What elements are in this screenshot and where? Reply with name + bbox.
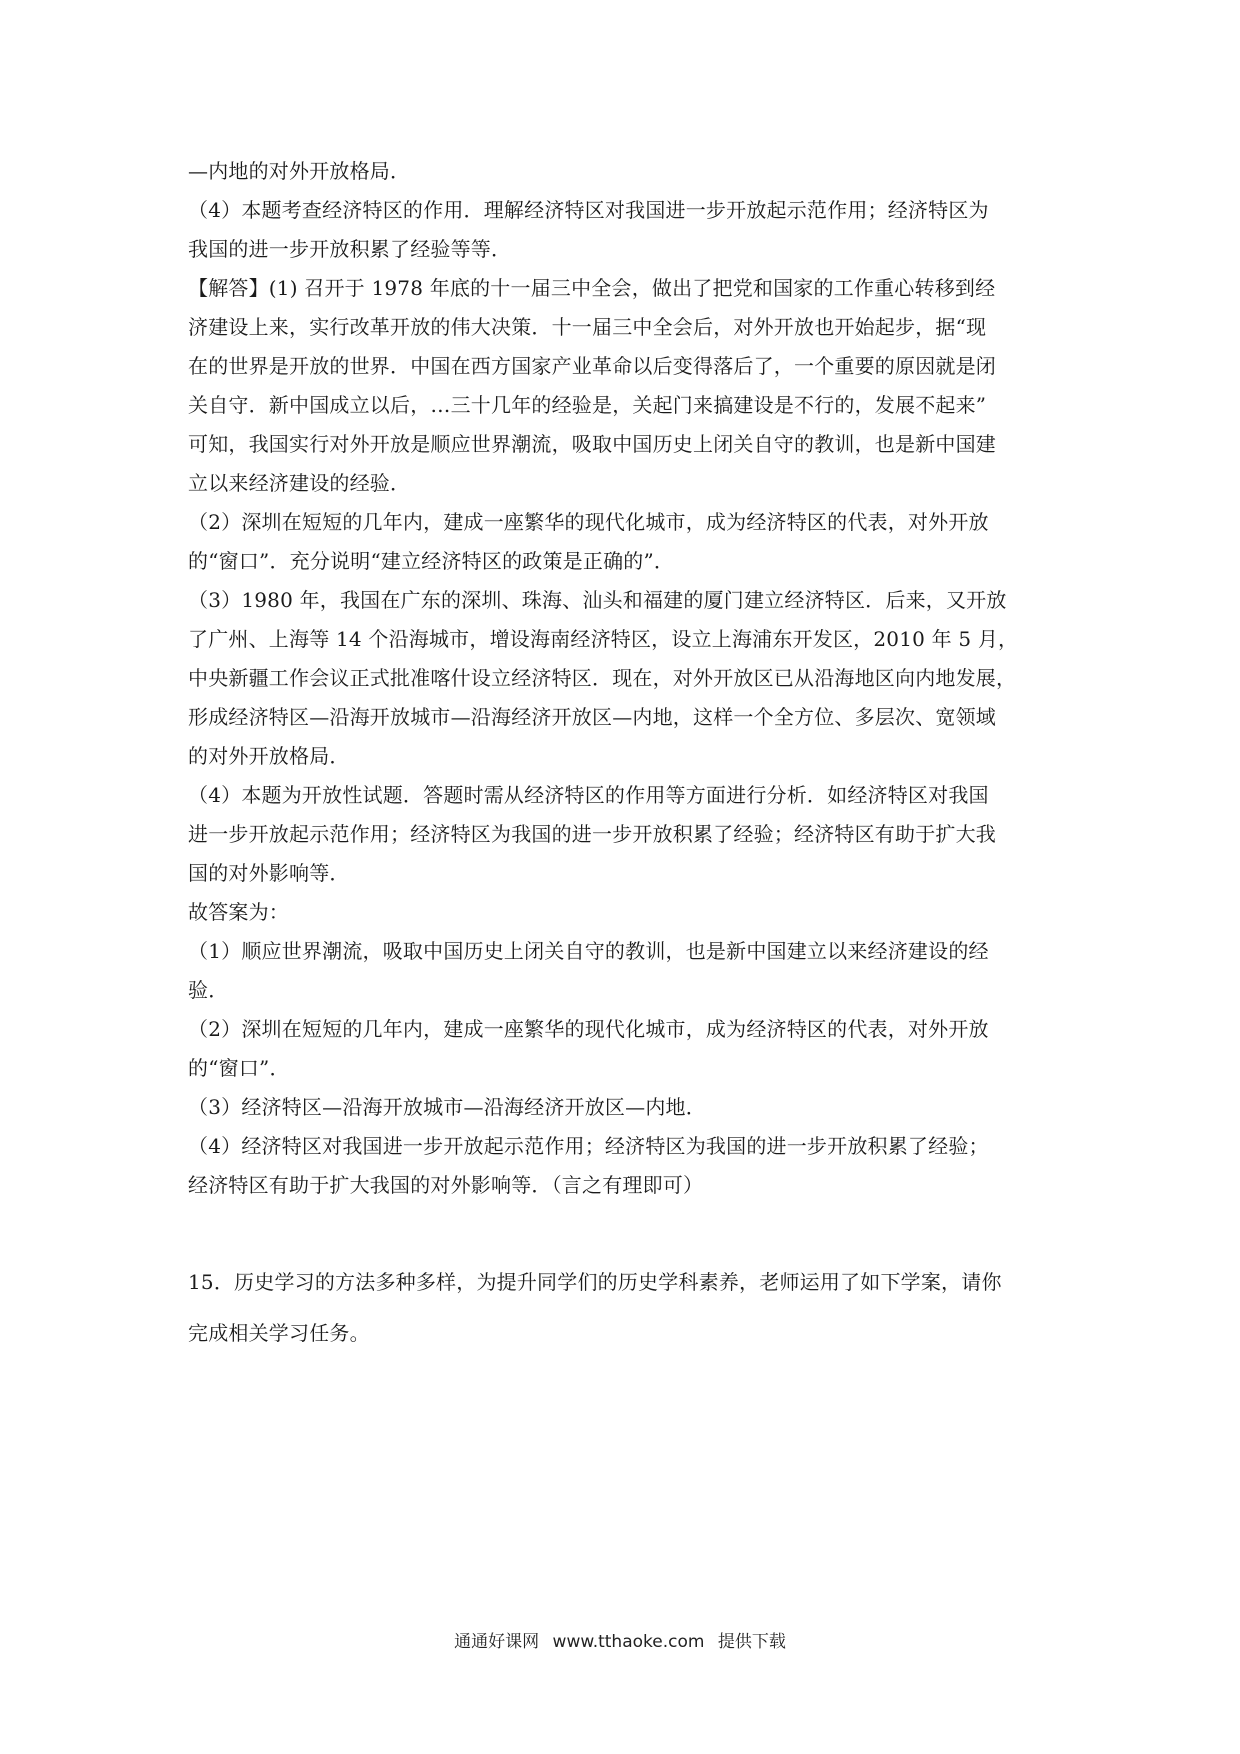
- text-line: （3）经济特区—沿海开放城市—沿海经济开放区—内地．: [188, 1095, 706, 1119]
- text-line: —内地的对外开放格局．: [188, 159, 411, 183]
- footer-site-name: 通通好课网: [454, 1632, 540, 1652]
- footer-suffix: 提供下载: [717, 1632, 786, 1652]
- text-line: （4）本题为开放性试题．答题时需从经济特区的作用等方面进行分析．如经济特区对我国: [188, 783, 989, 807]
- analysis-tail: [188, 152, 1058, 269]
- text-line: 15．历史学习的方法多种多样，为提升同学们的历史学科素养，老师运用了如下学案，请你: [188, 1270, 1002, 1294]
- text-line: 【解答】(1) 召开于 1978 年底的十一届三中全会，做出了把党和国家的工作重心转移到经: [188, 276, 996, 300]
- text-line: 国的对外影响等．: [188, 861, 350, 885]
- page-footer: [0, 1627, 1240, 1652]
- text-line: （4）本题考查经济特区的作用．理解经济特区对我国进一步开放起示范作用；经济特区为: [188, 198, 989, 222]
- text-line: 形成经济特区—沿海开放城市—沿海经济开放区—内地，这样一个全方位、多层次、宽领域: [188, 705, 996, 729]
- text-line: 立以来经济建设的经验．: [188, 471, 411, 495]
- text-line: 关自守．新中国成立以后，…三十几年的经验是，关起门来搞建设是不行的，发展不起来”: [188, 393, 987, 417]
- text-line: 可知，我国实行对外开放是顺应世界潮流，吸取中国历史上闭关自守的教训，也是新中国建: [188, 432, 996, 456]
- text-line: 进一步开放起示范作用；经济特区为我国的进一步开放积累了经验；经济特区有助于扩大我: [188, 822, 996, 846]
- text-line: （2）深圳在短短的几年内，建成一座繁华的现代化城市，成为经济特区的代表，对外开放: [188, 1017, 989, 1041]
- footer-url: www.tthaoke.com: [552, 1632, 705, 1652]
- page-content: [188, 152, 1058, 1359]
- text-line: 完成相关学习任务。: [188, 1321, 370, 1345]
- text-line: 故答案为：: [188, 900, 289, 924]
- text-line: （4）经济特区对我国进一步开放起示范作用；经济特区为我国的进一步开放积累了经验；: [188, 1134, 989, 1158]
- text-line: 在的世界是开放的世界．中国在西方国家产业革命以后变得落后了，一个重要的原因就是闭: [188, 354, 996, 378]
- section-gap: [188, 1205, 1058, 1257]
- text-line: （1）顺应世界潮流，吸取中国历史上闭关自守的教训，也是新中国建立以来经济建设的经: [188, 939, 989, 963]
- text-line: （3）1980 年，我国在广东的深圳、珠海、汕头和福建的厦门建立经济特区．后来，又开放: [188, 588, 1007, 612]
- answer-section: [188, 269, 1058, 1205]
- text-line: （2）深圳在短短的几年内，建成一座繁华的现代化城市，成为经济特区的代表，对外开放: [188, 510, 989, 534]
- text-line: 了广州、上海等 14 个沿海城市，增设海南经济特区，设立上海浦东开发区，2010 年 5 月，: [188, 627, 1019, 651]
- question-15: [188, 1257, 1058, 1359]
- text-line: 经济特区有助于扩大我国的对外影响等．（言之有理即可）: [188, 1173, 704, 1197]
- text-line: 中央新疆工作会议正式批准喀什设立经济特区．现在，对外开放区已从沿海地区向内地发展，: [188, 666, 1017, 690]
- text-line: 我国的进一步开放积累了经验等等．: [188, 237, 512, 261]
- text-line: 的“窗口”．: [188, 1056, 290, 1080]
- text-line: 的“窗口”．充分说明“建立经济特区的政策是正确的”．: [188, 549, 675, 573]
- text-line: 的对外开放格局．: [188, 744, 350, 768]
- text-line: 济建设上来，实行改革开放的伟大决策．十一届三中全会后，对外开放也开始起步，据“现: [188, 315, 987, 339]
- text-line: 验．: [188, 978, 229, 1002]
